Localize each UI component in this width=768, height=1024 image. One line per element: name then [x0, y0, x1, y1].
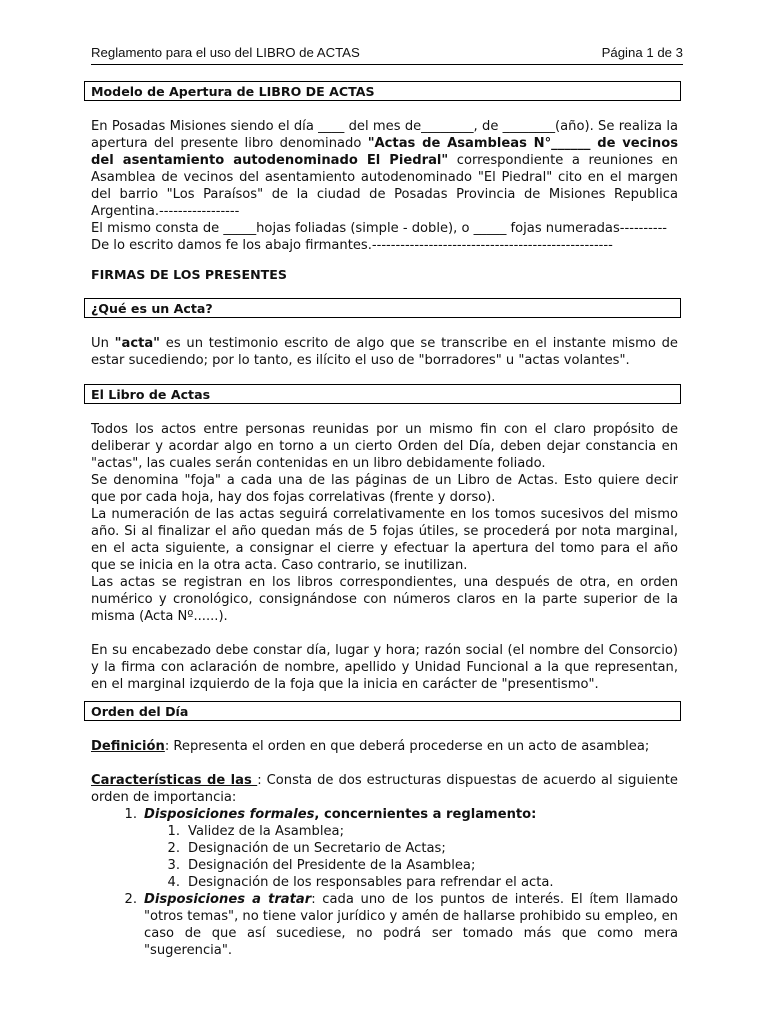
sub-list-item [91, 874, 678, 891]
apertura-text-a: En Posadas Misiones siendo el día ____ del mes de________, de ________(año). Se realiza la apertura del presente libro denominado [91, 119, 678, 151]
acta-text-a: Un [91, 336, 115, 351]
sub-item-number: 4. [167, 875, 180, 890]
que-es-acta-paragraph [91, 335, 678, 369]
page-number: Página 1 de 3 [601, 45, 683, 60]
sub-item-text: Validez de la Asamblea; [188, 824, 344, 839]
apertura-text-c: correspondiente a reuniones en Asamblea de vecinos del asentamiento autodenominado "El Piedral" cito en el margen del barrio "Los Paraísos" de la ciudad de Posadas Provincia de Misiones Republica Argentina.----------------- [91, 153, 678, 219]
definicion-text: : Representa el orden en que deberá procederse en un acto de asamblea; [164, 739, 650, 754]
sub-item-number: 3. [167, 858, 180, 873]
list-item-number: 1. [124, 807, 137, 822]
list-item-content [144, 806, 536, 823]
orden-list [91, 806, 678, 959]
libro-paragraph: La numeración de las actas seguirá correlativamente en los tomos sucesivos del mismo año. Si al finalizar el año quedan más de 5 fojas útiles, se procederá por nota marginal, en el acta siguiente, a consignar el cierre y efectuar la apertura del tomo para el año que se inicia en la otra acta. Caso contrario, se inutilizan. [91, 507, 678, 573]
sub-item-number: 1. [167, 824, 180, 839]
libro-paragraph: Se denomina "foja" a cada una de las páginas de un Libro de Actas. Esto quiere decir que por cada hoja, hay dos fojas correlativas (frente y dorso). [91, 473, 678, 505]
libro-paragraph: En su encabezado debe constar día, lugar y hora; razón social (el nombre del Consorcio) y la firma con aclaración de nombre, apellido y Unidad Funcional a la que representan, en el marginal izquierdo de la foja que la inicia en carácter de "presentismo". [91, 643, 678, 692]
list-item-text: : cada uno de los puntos de interés. El ítem llamado "otros temas", no tiene valor jurídico y amén de hallarse prohibido su empleo, en caso de que así sucediese, no podrá ser tomado más que como mera "sugerencia". [144, 892, 678, 958]
sub-list-item [91, 840, 678, 857]
firmas-heading: FIRMAS DE LOS PRESENTES [91, 267, 287, 282]
sub-item-text: Designación de un Secretario de Actas; [188, 841, 446, 856]
sub-item-text: Designación del Presidente de la Asamblea; [188, 858, 476, 873]
apertura-fojas: El mismo consta de _____hojas foliadas (simple - doble), o _____ fojas numeradas---------- [91, 221, 668, 236]
acta-text-c: es un testimonio escrito de algo que se transcribe en el instante mismo de estar sucediendo; por lo tanto, es ilícito el uso de "borradores" u "actas volantes". [91, 336, 678, 368]
apertura-block [91, 118, 678, 254]
section-title-que-es-acta: ¿Qué es un Acta? [84, 298, 681, 318]
apertura-fe: De lo escrito damos fe los abajo firmantes.--------------------------------------------------- [91, 238, 613, 253]
caracteristicas-line [91, 772, 678, 806]
caracteristicas-label: Características de las [91, 773, 258, 788]
libro-paragraph: Todos los actos entre personas reunidas por un mismo fin con el claro propósito de deliberar y acordar algo en torno a un cierto Orden del Día, deben dejar constancia en "actas", las cuales serán contenidas en un libro debidamente foliado. [91, 422, 678, 471]
list-item [91, 806, 678, 823]
header-title: Reglamento para el uso del LIBRO de ACTAS [91, 45, 360, 60]
acta-keyword: "acta" [114, 336, 160, 351]
section-title-orden-del-dia: Orden del Día [84, 701, 681, 721]
list-item-title: Disposiciones a tratar [144, 892, 312, 907]
sub-list-item [91, 857, 678, 874]
list-item-content [144, 891, 678, 959]
orden-del-dia-block [91, 738, 678, 959]
list-item [91, 891, 678, 959]
sub-item-number: 2. [167, 841, 180, 856]
sub-list-item [91, 823, 678, 840]
definicion-label: Definición [91, 739, 165, 754]
section-title-libro-actas: El Libro de Actas [84, 384, 681, 404]
sub-item-text: Designación de los responsables para refrendar el acta. [188, 875, 554, 890]
list-item-title: Disposiciones formales [144, 807, 315, 822]
apertura-paragraph [91, 118, 678, 220]
definicion-line [91, 738, 678, 755]
list-item-text: , concernientes a reglamento: [314, 807, 537, 822]
libro-paragraph: Las actas se registran en los libros correspondientes, una después de otra, en orden numérico y cronológico, consignándose con números claros en la parte superior de la misma (Acta Nº......). [91, 575, 678, 624]
section-title-apertura: Modelo de Apertura de LIBRO DE ACTAS [84, 81, 681, 101]
page-header [91, 44, 683, 65]
list-item-number: 2. [124, 892, 137, 907]
libro-actas-block [91, 421, 678, 693]
apertura-book-name: "Actas de Asambleas N°______ de vecinos del asentamiento autodenominado El Piedral" [91, 136, 679, 168]
caracteristicas-text: : Consta de dos estructuras dispuestas de acuerdo al siguiente orden de importancia: [91, 773, 678, 805]
